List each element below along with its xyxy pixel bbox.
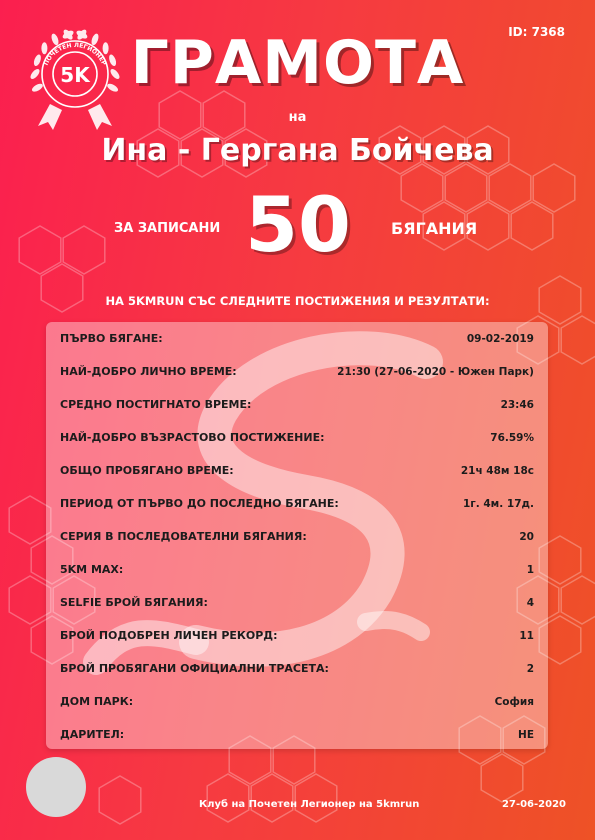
stats-row-value: 11 [519, 629, 534, 642]
stats-row [46, 619, 548, 652]
stats-row-label: ДОМ ПАРК: [60, 695, 134, 708]
run-count: 50 [245, 180, 351, 269]
stats-row-value: 21ч 48м 18с [460, 464, 534, 477]
stats-row-label: СЕРИЯ В ПОСЛЕДОВАТЕЛНИ БЯГАНИЯ: [60, 530, 307, 543]
avatar [26, 757, 86, 817]
stats-row-value: 09-02-2019 [466, 332, 534, 345]
stats-row-value: 4 [526, 596, 534, 609]
footer-date: 27-06-2020 [502, 799, 566, 810]
stats-row-value: 76.59% [490, 431, 534, 444]
stats-row [46, 388, 548, 421]
title-preposition: на [288, 110, 307, 125]
stats-row-value: София [494, 695, 534, 708]
stats-row [46, 718, 548, 749]
stats-row-value: НЕ [518, 728, 534, 741]
stats-row-label: БРОЙ ПОДОБРЕН ЛИЧЕН РЕКОРД: [60, 629, 278, 642]
stats-row-label: ПЕРИОД ОТ ПЪРВО ДО ПОСЛЕДНО БЯГАНЕ: [60, 497, 339, 510]
stats-row [46, 454, 548, 487]
stats-row [46, 487, 548, 520]
stats-row-value: 23:46 [500, 398, 534, 411]
stats-rows [46, 322, 548, 749]
stats-row-value: 21:30 (27-06-2020 - Южен Парк) [337, 365, 534, 378]
runs-word: БЯГАНИЯ [391, 219, 478, 238]
stats-row-label: SELFIE БРОЙ БЯГАНИЯ: [60, 596, 208, 609]
stats-row-label: 5KM MAX: [60, 563, 124, 576]
stats-table [46, 322, 548, 749]
stats-row-label: СРЕДНО ПОСТИГНАТО ВРЕМЕ: [60, 398, 252, 411]
footer-club: Клуб на Почетен Легионер на 5kmrun [199, 799, 420, 810]
recipient-name: Ина - Гергана Бойчева [101, 133, 494, 168]
stats-row-value: 20 [519, 530, 534, 543]
stats-row [46, 421, 548, 454]
stats-row-label: НАЙ-ДОБРО ВЪЗРАСТОВО ПОСТИЖЕНИЕ: [60, 431, 325, 444]
stats-row [46, 520, 548, 553]
page-title: ГРАМОТА [130, 28, 465, 98]
stats-row [46, 355, 548, 388]
recorded-label: ЗА ЗАПИСАНИ [114, 221, 221, 236]
stats-row-label: ОБЩО ПРОБЯГАНО ВРЕМЕ: [60, 464, 234, 477]
stats-row [46, 322, 548, 355]
stats-row [46, 586, 548, 619]
stats-row [46, 652, 548, 685]
stats-row-label: БРОЙ ПРОБЯГАНИ ОФИЦИАЛНИ ТРАСЕТА: [60, 662, 329, 675]
certificate-id: ID: 7368 [508, 25, 565, 39]
stats-row-label: ПЪРВО БЯГАНЕ: [60, 332, 163, 345]
stats-row-label: ДАРИТЕЛ: [60, 728, 125, 741]
stats-row [46, 685, 548, 718]
seal-ring-text: ПОЧЕТЕН ЛЕГИОНЕР [42, 41, 108, 67]
stats-row-value: 1г. 4м. 17д. [462, 497, 534, 510]
seal-logo-text: 5K [60, 63, 90, 87]
achievements-intro: НА 5KMRUN СЪС СЛЕДНИТЕ ПОСТИЖЕНИЯ И РЕЗУЛТАТИ: [105, 294, 490, 308]
stats-row-value: 2 [526, 662, 534, 675]
stats-row [46, 553, 548, 586]
stats-row-label: НАЙ-ДОБРО ЛИЧНО ВРЕМЕ: [60, 365, 237, 378]
stats-row-value: 1 [526, 563, 534, 576]
